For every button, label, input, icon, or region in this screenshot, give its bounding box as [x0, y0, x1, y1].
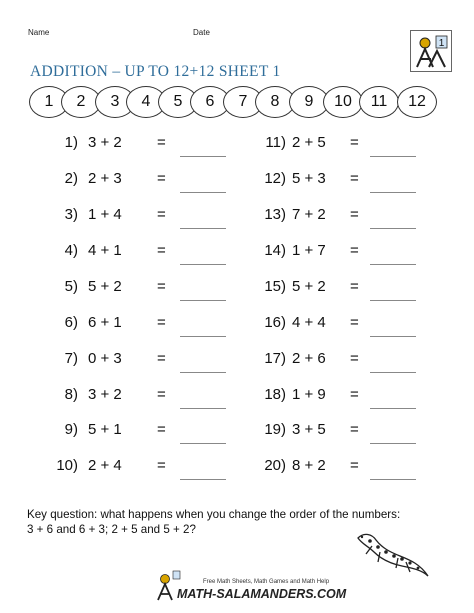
key-question-line-1: Key question: what happens when you change the order of the numbers:	[27, 508, 401, 521]
number-circle: 5	[158, 86, 198, 118]
problem-expression: 8 + 2	[292, 457, 326, 474]
answer-blank[interactable]	[180, 264, 226, 265]
footer-tagline: Free Math Sheets, Math Games and Math Help	[203, 579, 330, 585]
equals-sign: =	[350, 206, 359, 223]
equals-sign: =	[350, 314, 359, 331]
answer-blank[interactable]	[180, 408, 226, 409]
number-circle: 11	[359, 86, 399, 118]
answer-blank[interactable]	[370, 300, 416, 301]
number-circle: 6	[190, 86, 230, 118]
answer-blank[interactable]	[370, 479, 416, 480]
answer-blank[interactable]	[180, 228, 226, 229]
problem-expression: 0 + 3	[88, 350, 122, 367]
answer-blank[interactable]	[180, 479, 226, 480]
problem-expression: 2 + 6	[292, 350, 326, 367]
number-circle: 12	[397, 86, 437, 118]
problem-expression: 2 + 3	[88, 170, 122, 187]
number-circle: 4	[126, 86, 166, 118]
problem-number: 8)	[64, 386, 78, 403]
answer-blank[interactable]	[370, 443, 416, 444]
number-circle: 1	[29, 86, 69, 118]
problem-number: 2)	[64, 170, 78, 187]
problem-number: 13)	[264, 206, 286, 223]
equals-sign: =	[157, 421, 166, 438]
equals-sign: =	[350, 242, 359, 259]
problem-expression: 6 + 1	[88, 314, 122, 331]
problem-number: 14)	[264, 242, 286, 259]
number-circle: 10	[323, 86, 363, 118]
problem-expression: 5 + 2	[292, 278, 326, 295]
key-question-line-2: 3 + 6 and 6 + 3; 2 + 5 and 5 + 2?	[27, 523, 196, 536]
problem-number: 17)	[264, 350, 286, 367]
problem-expression: 2 + 5	[292, 134, 326, 151]
equals-sign: =	[350, 457, 359, 474]
equals-sign: =	[157, 278, 166, 295]
number-circle: 3	[95, 86, 135, 118]
problem-number: 7)	[64, 350, 78, 367]
salamander-logo-icon	[410, 30, 452, 72]
problem-number: 1)	[64, 134, 78, 151]
problem-expression: 5 + 1	[88, 421, 122, 438]
problem-expression: 3 + 5	[292, 421, 326, 438]
problem-number: 18)	[264, 386, 286, 403]
answer-blank[interactable]	[370, 336, 416, 337]
salamander-icon	[350, 526, 435, 586]
problem-number: 11)	[265, 134, 286, 151]
problem-number: 9)	[64, 421, 78, 438]
problem-number: 16)	[264, 314, 286, 331]
problem-expression: 5 + 3	[292, 170, 326, 187]
equals-sign: =	[350, 421, 359, 438]
answer-blank[interactable]	[180, 300, 226, 301]
problem-number: 19)	[264, 421, 286, 438]
problem-expression: 3 + 2	[88, 134, 122, 151]
equals-sign: =	[157, 457, 166, 474]
footer-logo	[155, 567, 355, 603]
problem-expression: 2 + 4	[88, 457, 122, 474]
name-label: Name	[28, 28, 50, 37]
problem-expression: 5 + 2	[88, 278, 122, 295]
equals-sign: =	[157, 314, 166, 331]
equals-sign: =	[157, 134, 166, 151]
equals-sign: =	[350, 350, 359, 367]
problem-number: 12)	[264, 170, 286, 187]
answer-blank[interactable]	[180, 156, 226, 157]
problem-number: 4)	[64, 242, 78, 259]
worksheet-title: ADDITION – UP TO 12+12 SHEET 1	[30, 63, 281, 80]
equals-sign: =	[350, 278, 359, 295]
footer-site: MATH-SALAMANDERS.COM	[177, 587, 347, 601]
problem-number: 5)	[64, 278, 78, 295]
equals-sign: =	[157, 242, 166, 259]
equals-sign: =	[350, 134, 359, 151]
problem-expression: 1 + 9	[292, 386, 326, 403]
problem-expression: 3 + 2	[88, 386, 122, 403]
problem-expression: 1 + 4	[88, 206, 122, 223]
problem-number: 3)	[64, 206, 78, 223]
answer-blank[interactable]	[370, 192, 416, 193]
equals-sign: =	[157, 170, 166, 187]
equals-sign: =	[157, 350, 166, 367]
logo-badge-number: 1	[438, 38, 445, 49]
answer-blank[interactable]	[370, 372, 416, 373]
number-circle: 7	[223, 86, 263, 118]
answer-blank[interactable]	[180, 336, 226, 337]
problem-number: 6)	[64, 314, 78, 331]
answer-blank[interactable]	[180, 443, 226, 444]
problem-expression: 1 + 7	[292, 242, 326, 259]
equals-sign: =	[350, 386, 359, 403]
answer-blank[interactable]	[180, 192, 226, 193]
answer-blank[interactable]	[370, 264, 416, 265]
equals-sign: =	[157, 206, 166, 223]
problem-number: 15)	[264, 278, 286, 295]
number-circle: 8	[255, 86, 295, 118]
answer-blank[interactable]	[370, 156, 416, 157]
number-circle: 9	[289, 86, 329, 118]
equals-sign: =	[157, 386, 166, 403]
number-circle: 2	[61, 86, 101, 118]
equals-sign: =	[350, 170, 359, 187]
answer-blank[interactable]	[370, 228, 416, 229]
date-label: Date	[193, 28, 210, 37]
problem-expression: 4 + 4	[292, 314, 326, 331]
answer-blank[interactable]	[180, 372, 226, 373]
problem-expression: 7 + 2	[292, 206, 326, 223]
problem-expression: 4 + 1	[88, 242, 122, 259]
problem-number: 20)	[264, 457, 286, 474]
answer-blank[interactable]	[370, 408, 416, 409]
problem-number: 10)	[56, 457, 78, 474]
